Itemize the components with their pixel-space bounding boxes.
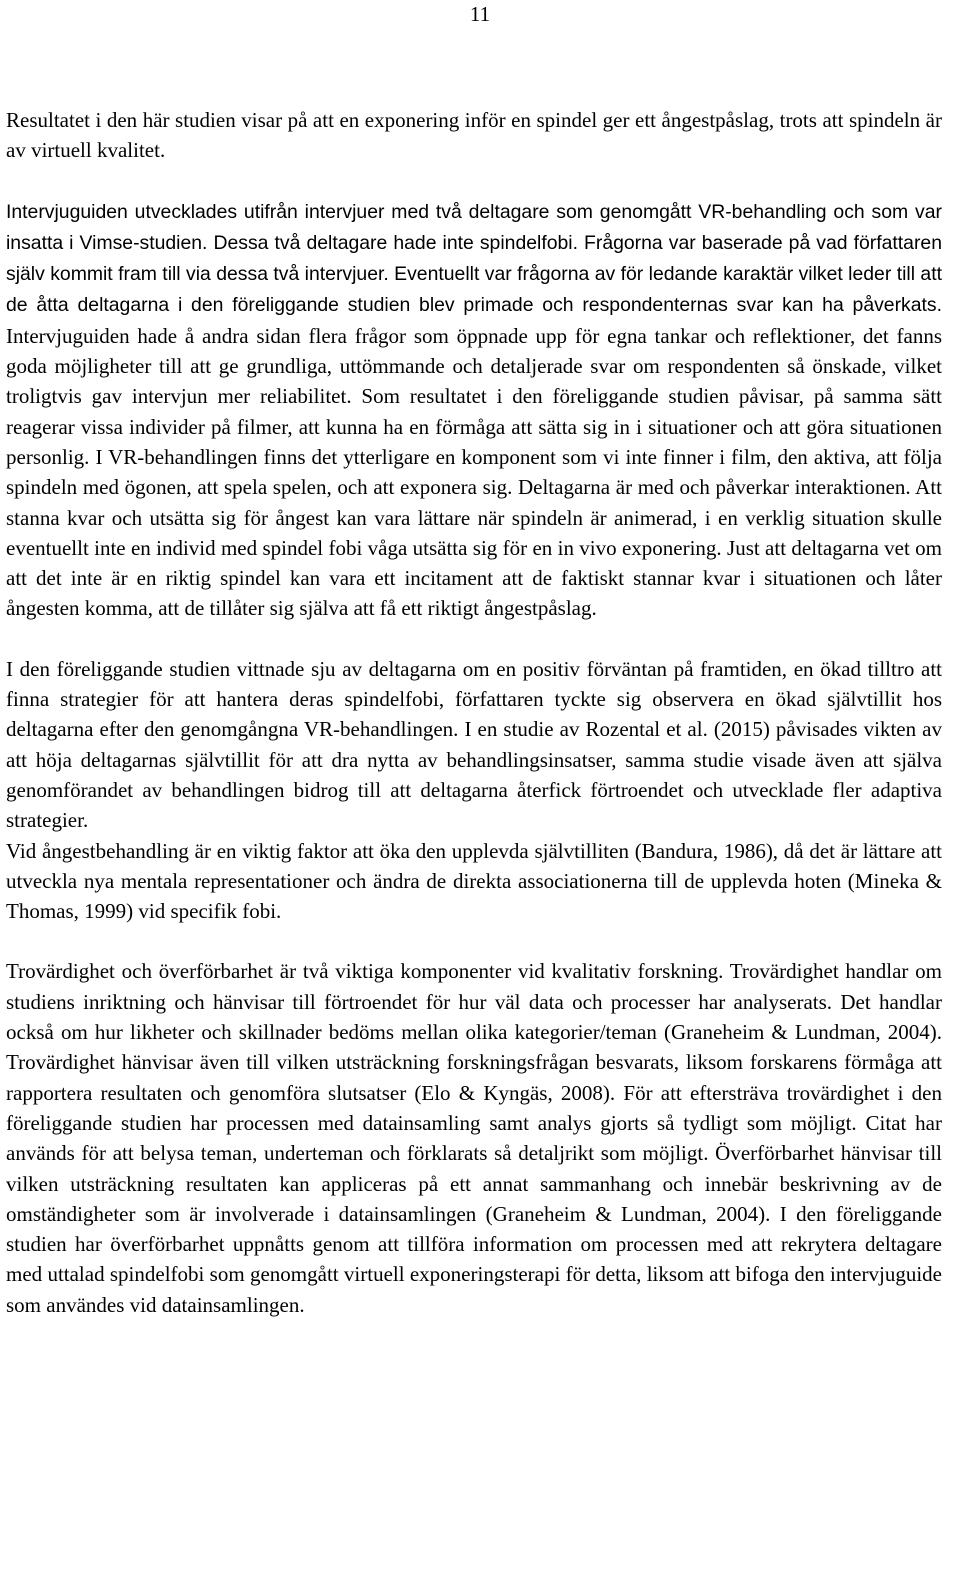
paragraph-text: Trovärdighet och överförbarhet är två viktiga komponenter vid kvalitativ forskning. Trovärdighet handlar om studiens inriktning och hänvisar till förtroendet för hur väl data och processer har analyserats. Det handlar också om hur likheter och skillnader bedöms mellan olika kategorier/teman (Graneheim & Lundman, 2004). Trovärdighet hänvisar även till vilken utsträckning forskningsfrågan besvarats, liksom forskarens förmåga att rapportera resultaten och genomföra slutsatser (Elo & Kyngäs, 2008). För att eftersträva trovärdighet i den föreliggande studien har processen med datainsamling samt analys gjorts så tydligt som möjligt. Citat har används för att belysa teman, underteman och förklarats så detaljrikt som möjligt. Överförbarhet hänvisar till vilken utsträckning resultaten kan appliceras på ett annat sammanhang och innebär beskrivning av de omständigheter som är involverade i datainsamlingen (Graneheim & Lundman, 2004). I den föreliggande studien har överförbarhet uppnåtts genom att tillföra information om processen med att rekrytera deltagare med uttalad spindelfobi som genomgått virtuell exponeringsterapi för detta, liksom att bifoga den intervjuguide som användes vid datainsamlingen. [6, 959, 942, 1317]
document-body [6, 105, 942, 1320]
paragraph-text: I den föreliggande studien vittnade sju av deltagarna om en positiv förväntan på framtiden, en ökad tilltro att finna strategier för att hantera deras spindelfobi, författaren tyckte sig observera en ökad självtillit hos deltagarna efter den genomgångna VR-behandlingen. I en studie av Rozental et al. (2015) påvisades vikten av att höja deltagarnas självtillit för att dra nytta av behandlingsinsatser, samma studie visade även att själva genomförandet av behandlingen bidrog till att deltagarna återfick förtroendet och utvecklade fler adaptiva strategier. [6, 656, 942, 833]
paragraph-text: Intervjuguiden hade å andra sidan flera frågor som öppnade upp för egna tankar och reflektioner, det fanns goda möjligheter till att ge grundliga, uttömmande och detaljerade svar om respondenten så önskade, vilket troligtvis gav intervjun mer reliabilitet. Som resultatet i den föreliggande studien påvisar, på samma sätt reagerar vissa individer på filmer, att kunna ha en förmåga att sätta sig in i situationer och att göra situationen personlig. I VR-behandlingen finns det ytterligare en komponent som vi inte finner i film, den aktiva, att följa spindeln med ögonen, att spela spelen, och att exponera sig. Deltagarna är med och påverkar interaktionen. Att stanna kvar och utsätta sig för ångest kan vara lättare när spindeln är animerad, i en verklig situation skulle eventuellt inte en individ med spindel fobi våga utsätta sig för en in vivo exponering. Just att deltagarna vet om att det inte är en riktig spindel kan vara ett incitament att de faktiskt stannar kvar i situationen och låter ångesten komma, att de tillåter sig själva att få ett riktigt ångestpåslag. [6, 323, 942, 621]
paragraph-trustworthiness [6, 956, 942, 1320]
paragraph-interview-guide [6, 196, 942, 624]
paragraph-text: Vid ångestbehandling är en viktig faktor att öka den upplevda självtilliten (Bandura, 1986), då det är lättare att utveckla nya mentala representationer och ändra de direkta associationerna till de upplevda hoten (Mineka & Thomas, 1999) vid specifik fobi. [6, 838, 942, 924]
paragraph-self-efficacy [6, 654, 942, 836]
paragraph-gap [6, 166, 942, 196]
paragraph-results [6, 105, 942, 166]
page-number: 11 [469, 2, 491, 26]
paragraph-text-sans: Intervjuguiden utvecklades utifrån intervjuer med två deltagare som genomgått VR-behandling och som var insatta i Vimse-studien. Dessa två deltagare hade inte spindelfobi. Frågorna var baserade på vad författaren själv kommit fram till via dessa två intervjuer. Eventuellt var frågorna av för ledande karaktär vilket leder till att de åtta deltagarna i den föreliggande studien blev primade och respondenternas svar kan ha påverkats. [6, 200, 942, 317]
paragraph-text: Resultatet i den här studien visar på att en exponering inför en spindel ger ett ångestpåslag, trots att spindeln är av virtuell kvalitet. [6, 108, 942, 163]
paragraph-anxiety-treatment [6, 836, 942, 927]
paragraph-gap [6, 624, 942, 654]
paragraph-gap [6, 926, 942, 956]
